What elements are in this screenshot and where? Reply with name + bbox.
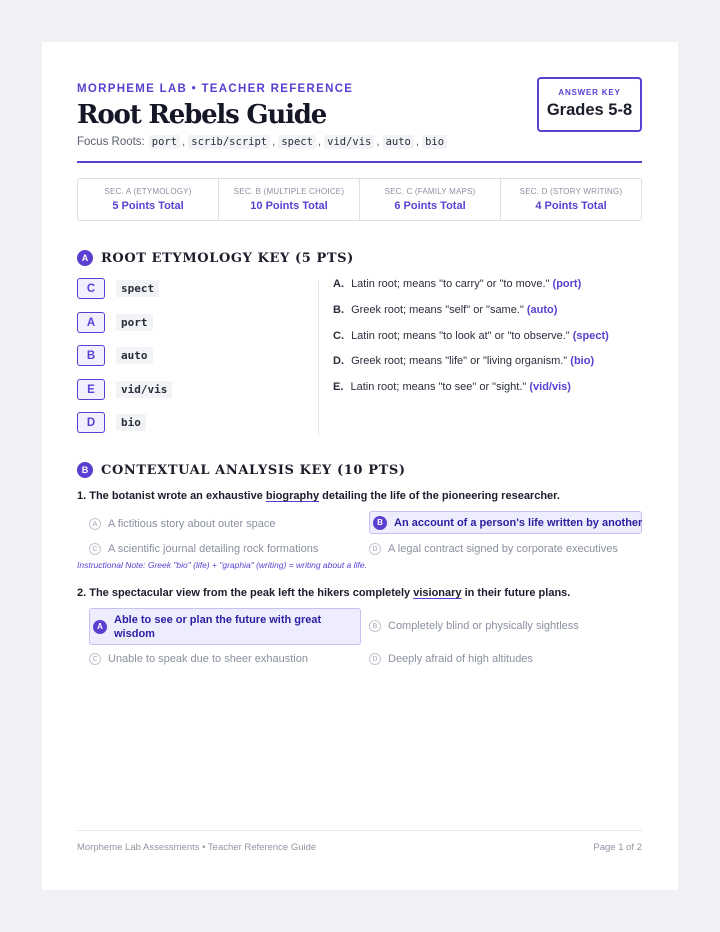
match-row	[77, 345, 153, 366]
worksheet-page	[42, 42, 678, 890]
answer-box: D	[77, 412, 105, 433]
option-text: Unable to speak due to sheer exhaustion	[108, 653, 308, 665]
option-letter: C	[89, 543, 101, 555]
definition-text: Greek root; means "self" or "same."	[351, 304, 524, 316]
option-text: Able to see or plan the future with great wisdom	[114, 613, 322, 640]
section-summary-item	[501, 179, 641, 220]
footer-left: Morpheme Lab Assessments • Teacher Reference Guide	[77, 842, 317, 853]
option-letter: A	[89, 518, 101, 530]
option-letter: D	[369, 543, 381, 555]
section-b-title: CONTEXTUAL ANALYSIS KEY (10 PTS)	[101, 462, 406, 478]
root-term: spect	[116, 280, 159, 297]
answer-key-badge	[537, 77, 642, 132]
section-label: SEC. D (STORY WRITING)	[519, 187, 623, 196]
option-letter: B	[373, 516, 387, 530]
answer-option[interactable]	[369, 540, 618, 558]
option-text: A scientific journal detailing rock formations	[108, 543, 319, 555]
section-label: SEC. B (MULTIPLE CHOICE)	[233, 187, 345, 196]
option-letter: C	[89, 653, 101, 665]
header-divider	[77, 161, 642, 163]
section-b-header	[77, 462, 406, 478]
definition-text: Latin root; means "to carry" or "to move."	[351, 278, 550, 290]
page-title: Root Rebels Guide	[77, 100, 327, 130]
match-row	[77, 312, 153, 333]
definition-text: Greek root; means "life" or "living organism."	[351, 355, 568, 367]
section-points: 5 Points Total	[112, 200, 184, 212]
question-text: detailing the life of the pioneering researcher.	[319, 490, 560, 502]
root-term: auto	[116, 347, 153, 364]
question-text: in their future plans.	[461, 587, 571, 599]
definition-letter: E.	[333, 381, 344, 393]
definition-item	[333, 355, 594, 367]
option-text: Completely blind or physically sightless	[388, 620, 579, 632]
option-letter: B	[369, 620, 381, 632]
root-chip: scrib/script	[188, 135, 270, 149]
section-a-title: ROOT ETYMOLOGY KEY (5 PTS)	[101, 250, 354, 266]
root-separator: ,	[376, 136, 380, 148]
answer-option-correct[interactable]	[369, 511, 642, 534]
match-row	[77, 379, 172, 400]
answer-option[interactable]	[89, 650, 308, 668]
column-divider	[318, 280, 319, 435]
brand-label: MORPHEME LAB • TEACHER REFERENCE	[77, 83, 354, 95]
question-text: 2. The spectacular view from the peak left the hikers completely	[77, 587, 414, 599]
root-separator: ,	[182, 136, 186, 148]
answer-option[interactable]	[89, 540, 318, 558]
definition-root: (auto)	[526, 304, 558, 316]
question-text: 1. The botanist wrote an exhaustive	[77, 490, 266, 502]
section-points: 10 Points Total	[250, 200, 328, 212]
definition-item	[333, 304, 557, 316]
option-text: A legal contract signed by corporate executives	[388, 543, 618, 555]
root-term: vid/vis	[116, 381, 172, 398]
question-2	[77, 587, 570, 599]
page-number: Page 1 of 2	[593, 842, 642, 853]
match-row	[77, 278, 159, 299]
section-summary-item	[360, 179, 501, 220]
grade-level: Grades 5-8	[546, 101, 633, 119]
root-chip: spect	[278, 135, 316, 149]
answer-box: B	[77, 345, 105, 366]
focus-roots	[77, 135, 447, 149]
definition-item	[333, 330, 609, 342]
root-chip: port	[149, 135, 180, 149]
answer-option[interactable]	[369, 617, 579, 635]
root-separator: ,	[415, 136, 420, 148]
match-row	[77, 412, 146, 433]
answer-option[interactable]	[369, 650, 533, 668]
target-word: visionary	[413, 587, 462, 599]
definition-item	[333, 381, 571, 393]
root-term: bio	[116, 414, 146, 431]
focus-roots-label: Focus Roots:	[77, 136, 145, 148]
section-label: SEC. A (ETYMOLOGY)	[104, 187, 192, 196]
answer-box: A	[77, 312, 105, 333]
section-label: SEC. C (FAMILY MAPS)	[384, 187, 476, 196]
answer-box: C	[77, 278, 105, 299]
answer-box: E	[77, 379, 105, 400]
root-separator: ,	[272, 136, 276, 148]
answer-key-label: ANSWER KEY	[558, 88, 621, 97]
answer-option[interactable]	[89, 515, 276, 533]
target-word: biography	[265, 490, 320, 502]
root-term: port	[116, 314, 153, 331]
answer-option-correct[interactable]	[89, 608, 361, 645]
root-chip: bio	[422, 135, 447, 149]
option-text: A fictitious story about outer space	[108, 518, 276, 530]
definition-root: (bio)	[570, 355, 595, 367]
definition-item	[333, 278, 581, 290]
root-separator: ,	[317, 136, 322, 148]
option-letter: D	[369, 653, 381, 665]
section-a-header	[77, 250, 354, 266]
option-text: An account of a person's life written by another	[394, 516, 643, 529]
section-summary-item	[219, 179, 360, 220]
section-a-badge: A	[77, 250, 93, 266]
definition-letter: D.	[333, 355, 344, 367]
section-points: 6 Points Total	[394, 200, 466, 212]
section-summary-item	[78, 179, 219, 220]
option-text: Deeply afraid of high altitudes	[388, 653, 533, 665]
instructional-note: Instructional Note: Greek "bio" (life) + "graphia" (writing) = writing about a life.	[77, 560, 367, 570]
root-chip: vid/vis	[324, 135, 374, 149]
section-b-badge: B	[77, 462, 93, 478]
definition-letter: B.	[333, 304, 344, 316]
option-letter: A	[93, 620, 107, 634]
question-1	[77, 490, 560, 502]
definition-text: Latin root; means "to see" or "sight."	[350, 381, 527, 393]
definition-letter: C.	[333, 330, 344, 342]
definition-root: (port)	[552, 278, 582, 290]
definition-root: (vid/vis)	[529, 381, 571, 393]
definition-letter: A.	[333, 278, 344, 290]
section-points: 4 Points Total	[535, 200, 607, 212]
definition-text: Latin root; means "to look at" or "to observe."	[351, 330, 570, 342]
root-chip: auto	[383, 135, 414, 149]
footer-divider	[77, 830, 642, 831]
section-summary	[77, 178, 642, 221]
definition-root: (spect)	[572, 330, 609, 342]
